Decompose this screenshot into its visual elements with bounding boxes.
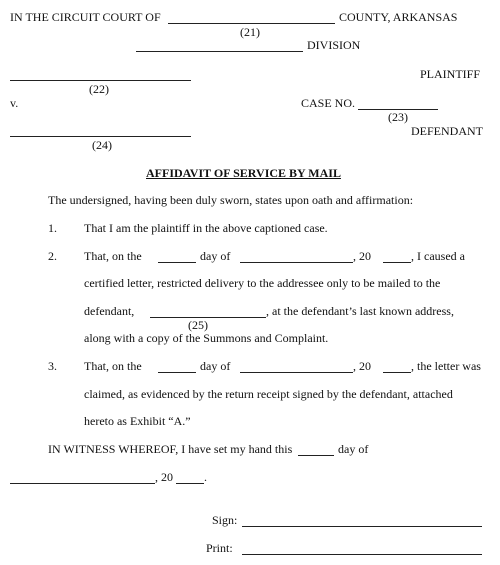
item-3-line-1-end: , the letter was <box>411 359 481 373</box>
item-1-text: That I am the plaintiff in the above captioned case. <box>84 221 328 235</box>
witness-day-field[interactable] <box>298 455 334 456</box>
plaintiff-label: PLAINTIFF <box>420 67 481 81</box>
witness-year-prefix: , 20 <box>155 470 173 484</box>
item-2-year-prefix: , 20 <box>353 249 371 263</box>
item-2-line-3-end: , at the defendant’s last known address, <box>266 304 454 318</box>
item-2-line-1-start: That, on the <box>84 249 142 263</box>
witness-text: IN WITNESS WHEREOF, I have set my hand this <box>48 442 293 456</box>
item-2-field-number: (25) <box>188 318 208 332</box>
versus-text: v. <box>10 96 19 110</box>
division-label: DIVISION <box>307 38 361 52</box>
case-number-field-number: (23) <box>388 110 408 124</box>
county-field[interactable] <box>168 23 335 24</box>
item-3-number: 3. <box>48 359 57 373</box>
print-label: Print: <box>206 541 233 555</box>
intro-text: The undersigned, having been duly sworn, states upon oath and affirmation: <box>48 193 414 207</box>
item-3-line-1-start: That, on the <box>84 359 142 373</box>
item-2-line-4: along with a copy of the Summons and Complaint. <box>84 331 329 345</box>
item-3-year-field[interactable] <box>383 372 411 373</box>
item-2-line-3-start: defendant, <box>84 304 135 318</box>
item-2-day-of: day of <box>200 249 231 263</box>
item-2-year-field[interactable] <box>383 262 411 263</box>
item-2-line-2: certified letter, restricted delivery to the addressee only to be mailed to the <box>84 276 441 290</box>
plaintiff-field[interactable] <box>10 80 191 81</box>
sign-label: Sign: <box>212 513 238 527</box>
defendant-label: DEFENDANT <box>411 124 483 138</box>
defendant-field[interactable] <box>10 136 191 137</box>
county-field-number: (21) <box>240 25 260 39</box>
defendant-field-number: (24) <box>92 138 112 152</box>
witness-day-of: day of <box>338 442 369 456</box>
item-3-line-3: hereto as Exhibit “A.” <box>84 414 191 428</box>
item-1-number: 1. <box>48 221 57 235</box>
item-2-month-field[interactable] <box>240 262 353 263</box>
print-field[interactable] <box>242 554 482 555</box>
witness-end-period: . <box>204 470 207 484</box>
document-title: AFFIDAVIT OF SERVICE BY MAIL <box>146 166 341 180</box>
item-2-day-field[interactable] <box>158 262 196 263</box>
item-3-year-prefix: , 20 <box>353 359 371 373</box>
division-field[interactable] <box>136 51 303 52</box>
item-3-day-of: day of <box>200 359 231 373</box>
plaintiff-field-number: (22) <box>89 82 109 96</box>
item-2-defendant-field[interactable] <box>150 317 266 318</box>
item-2-number: 2. <box>48 249 57 263</box>
item-3-day-field[interactable] <box>158 372 196 373</box>
county-suffix: COUNTY, ARKANSAS <box>339 10 458 24</box>
item-3-line-2: claimed, as evidenced by the return receipt signed by the defendant, attached <box>84 387 453 401</box>
court-prefix: IN THE CIRCUIT COURT OF <box>10 10 161 24</box>
case-number-label: CASE NO. <box>301 96 356 110</box>
item-2-line-1-end: , I caused a <box>411 249 465 263</box>
sign-field[interactable] <box>242 526 482 527</box>
item-3-month-field[interactable] <box>240 372 353 373</box>
witness-year-field[interactable] <box>176 483 204 484</box>
witness-month-field[interactable] <box>10 483 155 484</box>
